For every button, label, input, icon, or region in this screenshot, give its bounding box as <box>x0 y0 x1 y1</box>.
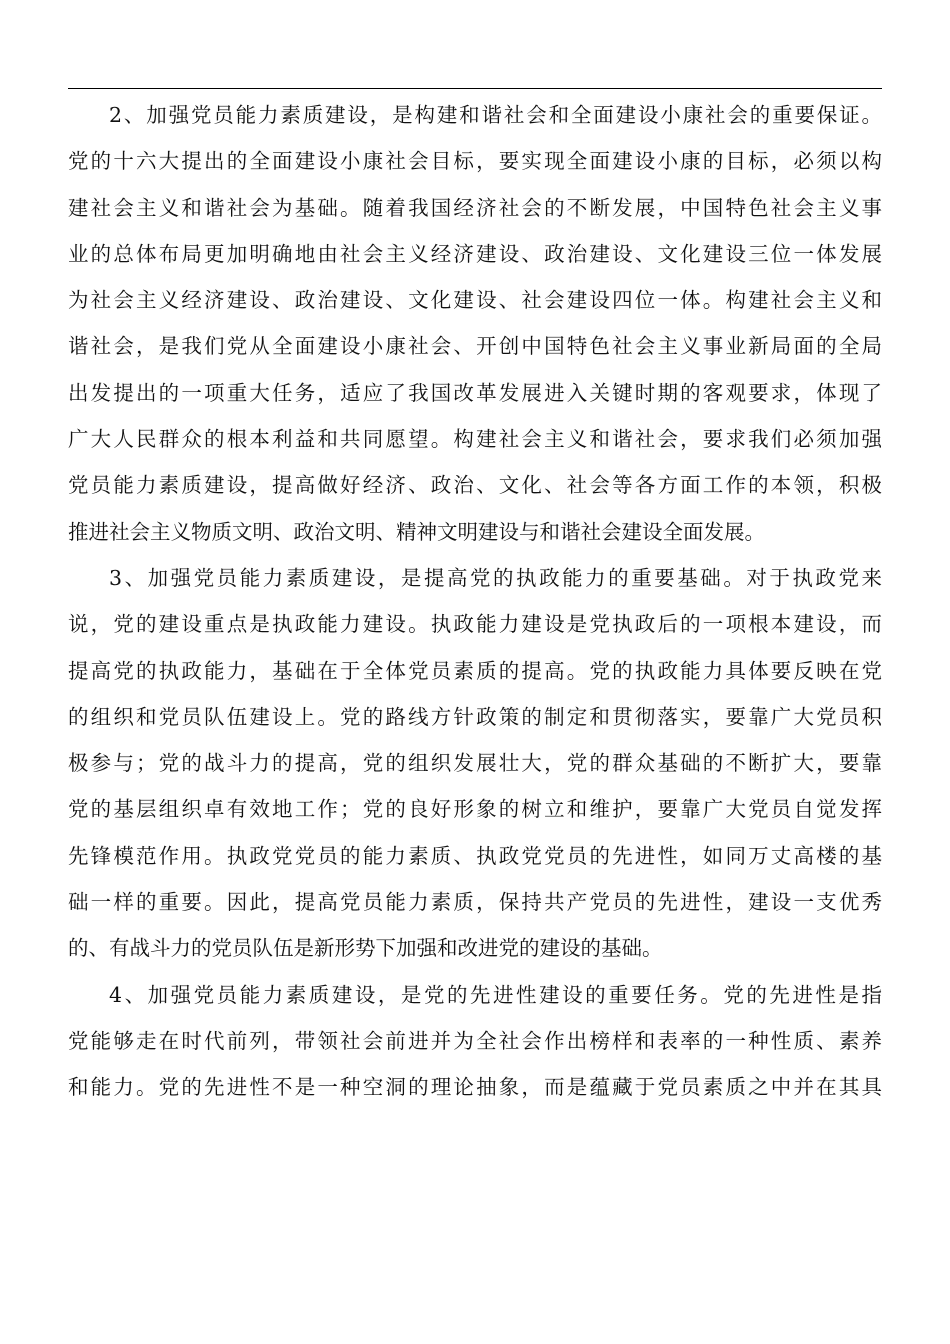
text-line: 党的基层组织卓有效地工作；党的良好形象的树立和维护，要靠广大党员自觉发挥 <box>68 797 882 822</box>
text-line: 建社会主义和谐社会为基础。随着我国经济社会的不断发展，中国特色社会主义事 <box>68 195 882 220</box>
text-line: 为社会主义经济建设、政治建设、文化建设、社会建设四位一体。构建社会主义和 <box>68 288 882 313</box>
text-line: 出发提出的一项重大任务，适应了我国改革发展进入关键时期的客观要求，体现了 <box>68 380 882 405</box>
paragraph-3 <box>68 555 882 972</box>
text-line: 2、加强党员能力素质建设，是构建和谐社会和全面建设小康社会的重要保证。 <box>109 103 882 127</box>
text-line: 党员能力素质建设，提高做好经济、政治、文化、社会等各方面工作的本领，积极 <box>68 473 882 498</box>
paragraph-4 <box>68 972 882 1111</box>
text-line: 极参与；党的战斗力的提高，党的组织发展壮大，党的群众基础的不断扩大，要靠 <box>68 751 882 776</box>
text-line: 4、加强党员能力素质建设，是党的先进性建设的重要任务。党的先进性是指 <box>109 982 882 1007</box>
text-line: 广大人民群众的根本利益和共同愿望。构建社会主义和谐社会，要求我们必须加强 <box>68 427 882 452</box>
text-line: 提高党的执政能力，基础在于全体党员素质的提高。党的执政能力具体要反映在党 <box>68 658 882 683</box>
text-line: 谐社会，是我们党从全面建设小康社会、开创中国特色社会主义事业新局面的全局 <box>68 334 882 359</box>
text-line: 的、有战斗力的党员队伍是新形势下加强和改进党的建设的基础。 <box>68 936 663 961</box>
text-line: 推进社会主义物质文明、政治文明、精神文明建设与和谐社会建设全面发展。 <box>68 519 765 544</box>
text-line: 的组织和党员队伍建设上。党的路线方针政策的制定和贯彻落实，要靠广大党员积 <box>68 704 882 729</box>
document-body <box>68 92 882 1111</box>
text-line: 党的十六大提出的全面建设小康社会目标，要实现全面建设小康的目标，必须以构 <box>68 149 882 174</box>
text-line: 础一样的重要。因此，提高党员能力素质，保持共产党员的先进性，建设一支优秀 <box>68 890 882 915</box>
header-rule <box>68 88 882 89</box>
paragraph-2 <box>68 92 882 555</box>
text-line: 党能够走在时代前列，带领社会前进并为全社会作出榜样和表率的一种性质、素养 <box>68 1028 882 1053</box>
text-line: 3、加强党员能力素质建设，是提高党的执政能力的重要基础。对于执政党来 <box>109 565 882 590</box>
text-line: 说，党的建设重点是执政能力建设。执政能力建设是党执政后的一项根本建设，而 <box>68 612 882 637</box>
text-line: 和能力。党的先进性不是一种空洞的理论抽象，而是蕴藏于党员素质之中并在其具 <box>68 1075 882 1100</box>
text-line: 业的总体布局更加明确地由社会主义经济建设、政治建设、文化建设三位一体发展 <box>68 241 882 266</box>
text-line: 先锋模范作用。执政党党员的能力素质、执政党党员的先进性，如同万丈高楼的基 <box>68 843 882 868</box>
